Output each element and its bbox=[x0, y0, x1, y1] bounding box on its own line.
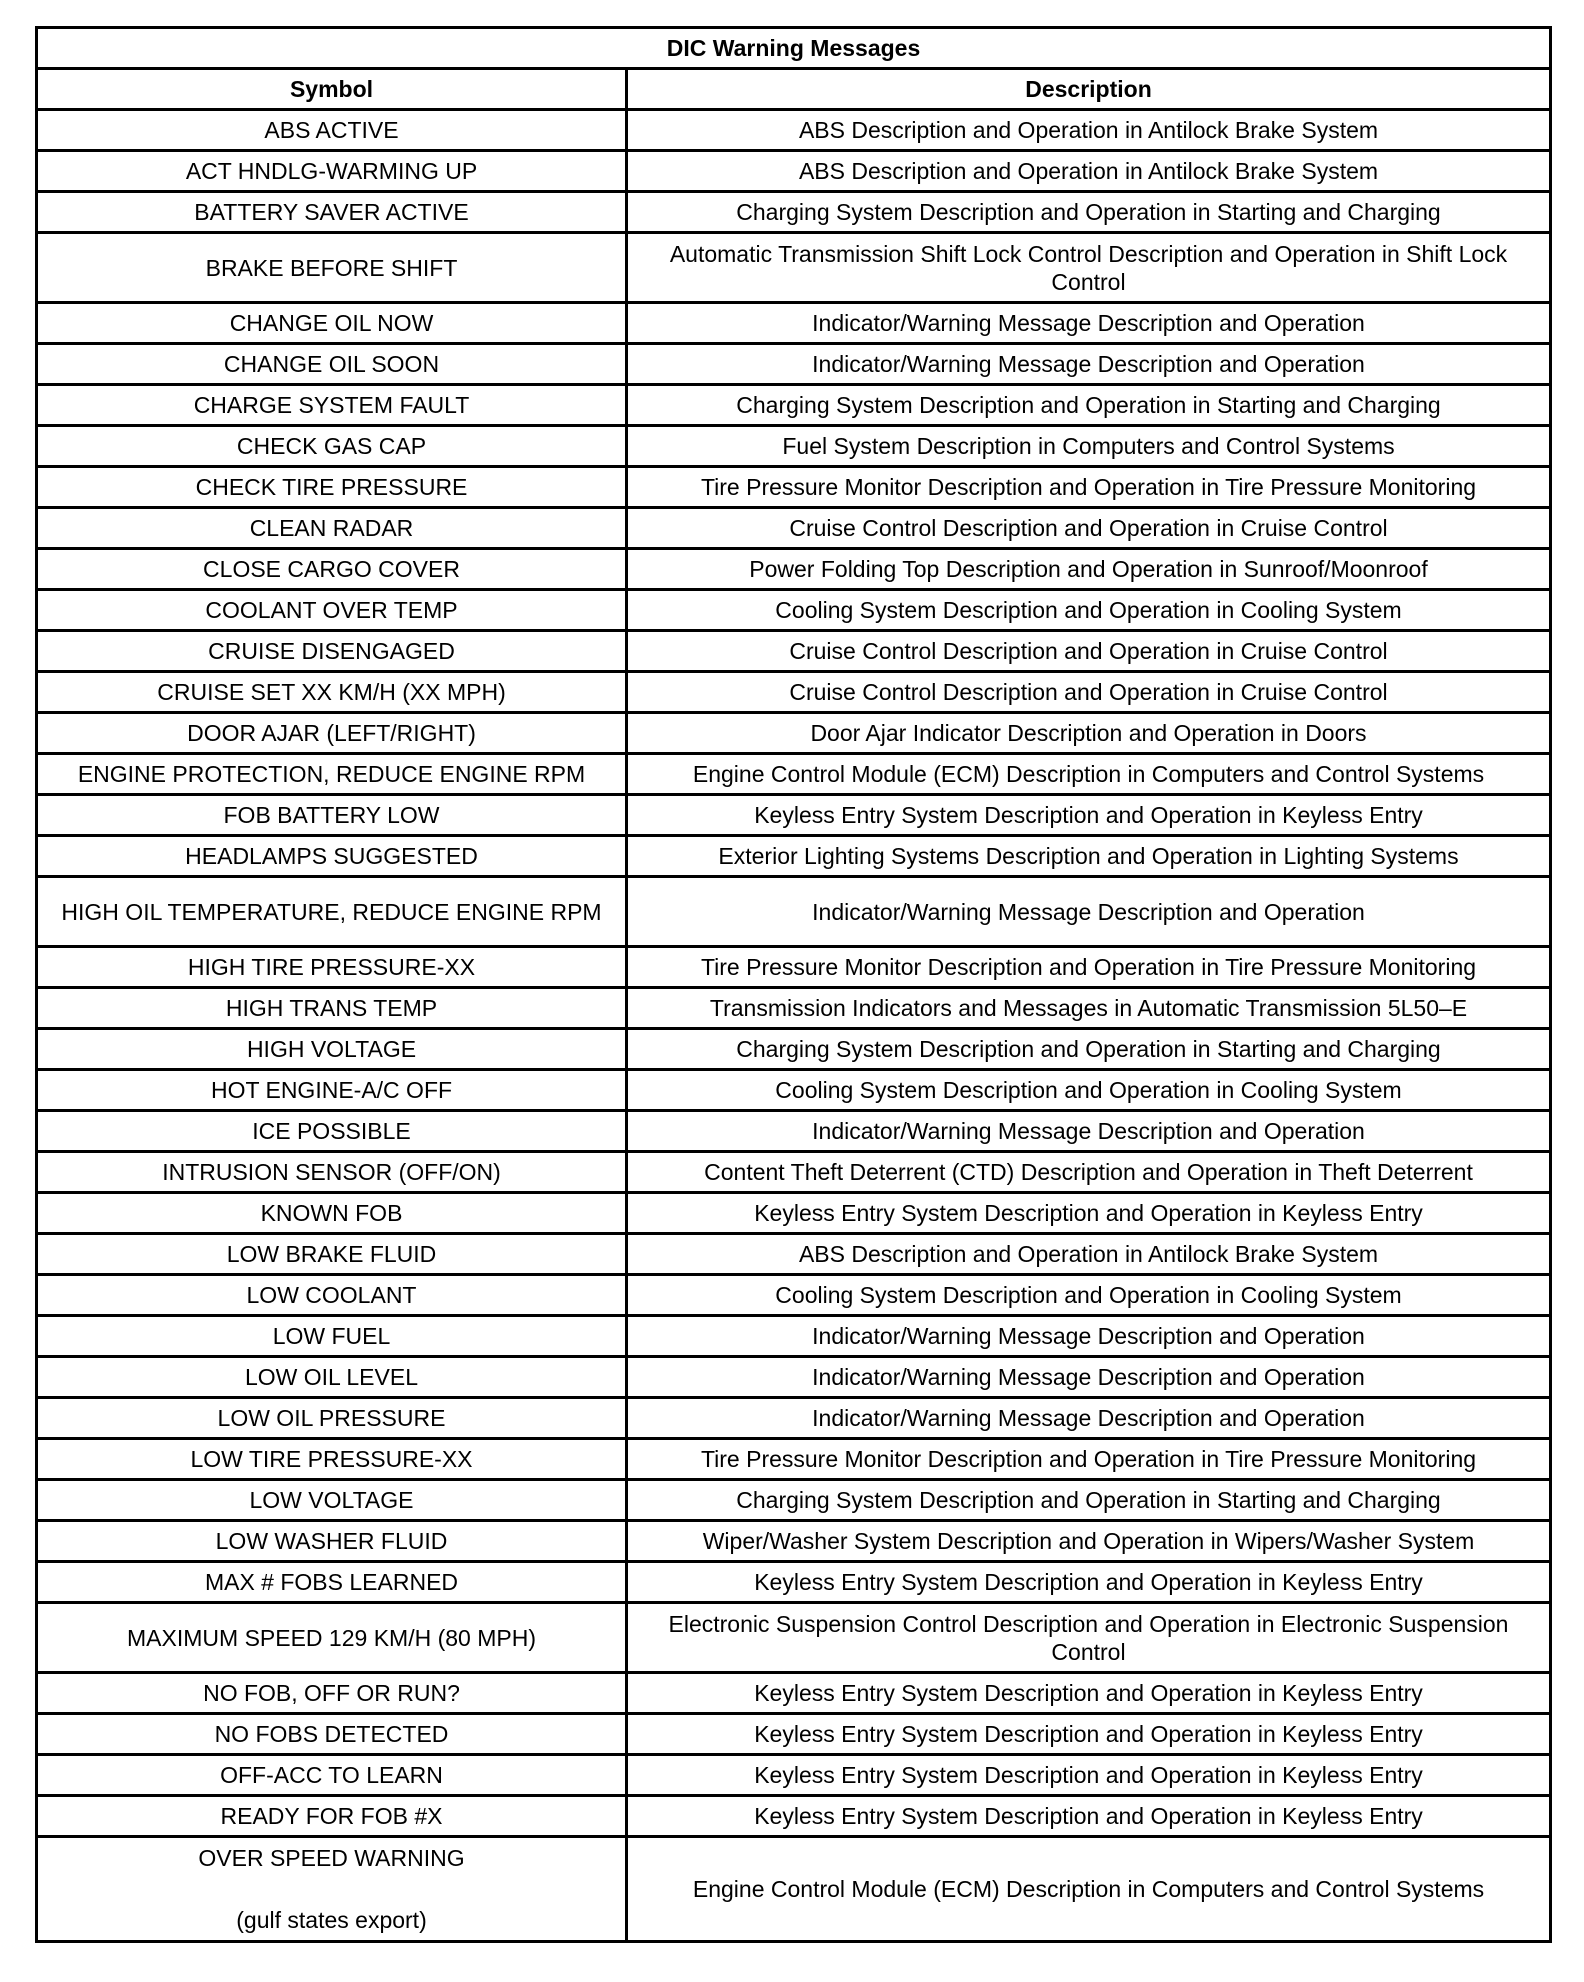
symbol-cell: NO FOB, OFF OR RUN? bbox=[37, 1673, 627, 1714]
description-cell: Cooling System Description and Operation in Cooling System bbox=[627, 590, 1551, 631]
description-cell: Cruise Control Description and Operation in Cruise Control bbox=[627, 508, 1551, 549]
table-row bbox=[37, 1029, 1551, 1070]
description-cell: Keyless Entry System Description and Operation in Keyless Entry bbox=[627, 1562, 1551, 1603]
table-row bbox=[37, 795, 1551, 836]
table-row bbox=[37, 836, 1551, 877]
symbol-cell: MAX # FOBS LEARNED bbox=[37, 1562, 627, 1603]
table-row bbox=[37, 877, 1551, 947]
table-row bbox=[37, 192, 1551, 233]
description-cell: Cooling System Description and Operation in Cooling System bbox=[627, 1070, 1551, 1111]
description-cell: Wiper/Washer System Description and Operation in Wipers/Washer System bbox=[627, 1521, 1551, 1562]
table-title-row bbox=[37, 28, 1551, 69]
table-row bbox=[37, 344, 1551, 385]
description-cell: Indicator/Warning Message Description and Operation bbox=[627, 344, 1551, 385]
symbol-cell: MAXIMUM SPEED 129 KM/H (80 MPH) bbox=[37, 1603, 627, 1673]
symbol-cell: CHANGE OIL SOON bbox=[37, 344, 627, 385]
description-cell: Indicator/Warning Message Description and Operation bbox=[627, 303, 1551, 344]
table-row bbox=[37, 672, 1551, 713]
table-row bbox=[37, 110, 1551, 151]
description-cell: Tire Pressure Monitor Description and Operation in Tire Pressure Monitoring bbox=[627, 947, 1551, 988]
symbol-cell: CHANGE OIL NOW bbox=[37, 303, 627, 344]
symbol-cell: HIGH OIL TEMPERATURE, REDUCE ENGINE RPM bbox=[37, 877, 627, 947]
symbol-cell: LOW FUEL bbox=[37, 1316, 627, 1357]
table-row bbox=[37, 467, 1551, 508]
symbol-cell: ICE POSSIBLE bbox=[37, 1111, 627, 1152]
table-row bbox=[37, 1152, 1551, 1193]
symbol-cell: CLEAN RADAR bbox=[37, 508, 627, 549]
symbol-cell: CHARGE SYSTEM FAULT bbox=[37, 385, 627, 426]
table-row bbox=[37, 1439, 1551, 1480]
symbol-cell: HIGH VOLTAGE bbox=[37, 1029, 627, 1070]
symbol-cell: CRUISE DISENGAGED bbox=[37, 631, 627, 672]
symbol-cell: CRUISE SET XX KM/H (XX MPH) bbox=[37, 672, 627, 713]
description-cell: Cooling System Description and Operation in Cooling System bbox=[627, 1275, 1551, 1316]
description-cell: Exterior Lighting Systems Description and Operation in Lighting Systems bbox=[627, 836, 1551, 877]
description-cell: Indicator/Warning Message Description and Operation bbox=[627, 1111, 1551, 1152]
table-row bbox=[37, 1070, 1551, 1111]
description-cell: Door Ajar Indicator Description and Operation in Doors bbox=[627, 713, 1551, 754]
description-cell: Power Folding Top Description and Operation in Sunroof/Moonroof bbox=[627, 549, 1551, 590]
description-cell: Charging System Description and Operation in Starting and Charging bbox=[627, 192, 1551, 233]
description-cell: Automatic Transmission Shift Lock Control Description and Operation in Shift Lock Control bbox=[627, 233, 1551, 303]
symbol-cell: ABS ACTIVE bbox=[37, 110, 627, 151]
description-cell: Keyless Entry System Description and Operation in Keyless Entry bbox=[627, 1714, 1551, 1755]
description-cell: Indicator/Warning Message Description and Operation bbox=[627, 1398, 1551, 1439]
symbol-cell: LOW OIL PRESSURE bbox=[37, 1398, 627, 1439]
table-row bbox=[37, 1521, 1551, 1562]
symbol-cell: BRAKE BEFORE SHIFT bbox=[37, 233, 627, 303]
symbol-cell: ACT HNDLG-WARMING UP bbox=[37, 151, 627, 192]
description-cell: Tire Pressure Monitor Description and Operation in Tire Pressure Monitoring bbox=[627, 1439, 1551, 1480]
symbol-cell: BATTERY SAVER ACTIVE bbox=[37, 192, 627, 233]
table-row bbox=[37, 988, 1551, 1029]
description-cell: Cruise Control Description and Operation in Cruise Control bbox=[627, 672, 1551, 713]
table-row bbox=[37, 549, 1551, 590]
description-cell: Content Theft Deterrent (CTD) Description and Operation in Theft Deterrent bbox=[627, 1152, 1551, 1193]
table-row bbox=[37, 385, 1551, 426]
symbol-note: (gulf states export) bbox=[236, 1907, 427, 1933]
table-row bbox=[37, 1714, 1551, 1755]
description-cell: Tire Pressure Monitor Description and Operation in Tire Pressure Monitoring bbox=[627, 467, 1551, 508]
symbol-cell: LOW BRAKE FLUID bbox=[37, 1234, 627, 1275]
description-cell: ABS Description and Operation in Antilock Brake System bbox=[627, 151, 1551, 192]
symbol-text: OVER SPEED WARNING bbox=[198, 1845, 465, 1871]
symbol-cell: HIGH TIRE PRESSURE-XX bbox=[37, 947, 627, 988]
table-row bbox=[37, 508, 1551, 549]
table-row bbox=[37, 1316, 1551, 1357]
symbol-cell: LOW OIL LEVEL bbox=[37, 1357, 627, 1398]
dic-warning-messages-table bbox=[35, 26, 1552, 1943]
description-cell: Fuel System Description in Computers and Control Systems bbox=[627, 426, 1551, 467]
table-title: DIC Warning Messages bbox=[37, 28, 1551, 69]
table-row bbox=[37, 1480, 1551, 1521]
table-row bbox=[37, 1275, 1551, 1316]
description-cell: Keyless Entry System Description and Operation in Keyless Entry bbox=[627, 1193, 1551, 1234]
description-cell: ABS Description and Operation in Antilock Brake System bbox=[627, 1234, 1551, 1275]
table-row bbox=[37, 1234, 1551, 1275]
table-header-row bbox=[37, 69, 1551, 110]
description-cell: Indicator/Warning Message Description and Operation bbox=[627, 877, 1551, 947]
column-header-description: Description bbox=[627, 69, 1551, 110]
table-row bbox=[37, 947, 1551, 988]
symbol-cell: OFF-ACC TO LEARN bbox=[37, 1755, 627, 1796]
symbol-cell: LOW TIRE PRESSURE-XX bbox=[37, 1439, 627, 1480]
symbol-cell: CLOSE CARGO COVER bbox=[37, 549, 627, 590]
symbol-cell: DOOR AJAR (LEFT/RIGHT) bbox=[37, 713, 627, 754]
description-cell: Keyless Entry System Description and Operation in Keyless Entry bbox=[627, 795, 1551, 836]
symbol-cell: LOW VOLTAGE bbox=[37, 1480, 627, 1521]
table-row bbox=[37, 1837, 1551, 1942]
table-body bbox=[37, 110, 1551, 1942]
table-row bbox=[37, 303, 1551, 344]
table-row bbox=[37, 1193, 1551, 1234]
table-row bbox=[37, 631, 1551, 672]
table-row bbox=[37, 1562, 1551, 1603]
table-row bbox=[37, 754, 1551, 795]
table-row bbox=[37, 151, 1551, 192]
description-cell: Transmission Indicators and Messages in Automatic Transmission 5L50–E bbox=[627, 988, 1551, 1029]
symbol-cell: FOB BATTERY LOW bbox=[37, 795, 627, 836]
symbol-cell: KNOWN FOB bbox=[37, 1193, 627, 1234]
symbol-cell: HIGH TRANS TEMP bbox=[37, 988, 627, 1029]
symbol-cell: HEADLAMPS SUGGESTED bbox=[37, 836, 627, 877]
description-cell: Charging System Description and Operation in Starting and Charging bbox=[627, 385, 1551, 426]
description-cell: Charging System Description and Operation in Starting and Charging bbox=[627, 1480, 1551, 1521]
description-cell: Engine Control Module (ECM) Description in Computers and Control Systems bbox=[627, 754, 1551, 795]
description-cell: Keyless Entry System Description and Operation in Keyless Entry bbox=[627, 1796, 1551, 1837]
symbol-cell: LOW COOLANT bbox=[37, 1275, 627, 1316]
table-row bbox=[37, 233, 1551, 303]
table-row bbox=[37, 1603, 1551, 1673]
symbol-cell: CHECK GAS CAP bbox=[37, 426, 627, 467]
symbol-cell: ENGINE PROTECTION, REDUCE ENGINE RPM bbox=[37, 754, 627, 795]
description-cell: Cruise Control Description and Operation in Cruise Control bbox=[627, 631, 1551, 672]
symbol-cell: LOW WASHER FLUID bbox=[37, 1521, 627, 1562]
table-row bbox=[37, 1357, 1551, 1398]
table-row bbox=[37, 426, 1551, 467]
description-cell: Indicator/Warning Message Description and Operation bbox=[627, 1316, 1551, 1357]
description-cell: Indicator/Warning Message Description and Operation bbox=[627, 1357, 1551, 1398]
description-cell: Electronic Suspension Control Description and Operation in Electronic Suspension Control bbox=[627, 1603, 1551, 1673]
table-row bbox=[37, 1398, 1551, 1439]
symbol-cell: READY FOR FOB #X bbox=[37, 1796, 627, 1837]
table-row bbox=[37, 1111, 1551, 1152]
description-cell: Keyless Entry System Description and Operation in Keyless Entry bbox=[627, 1673, 1551, 1714]
table-row bbox=[37, 1673, 1551, 1714]
symbol-cell bbox=[37, 1837, 627, 1942]
description-cell: Charging System Description and Operation in Starting and Charging bbox=[627, 1029, 1551, 1070]
symbol-cell: INTRUSION SENSOR (OFF/ON) bbox=[37, 1152, 627, 1193]
table-row bbox=[37, 590, 1551, 631]
symbol-cell: HOT ENGINE-A/C OFF bbox=[37, 1070, 627, 1111]
description-cell: ABS Description and Operation in Antilock Brake System bbox=[627, 110, 1551, 151]
symbol-cell: NO FOBS DETECTED bbox=[37, 1714, 627, 1755]
table-row bbox=[37, 1796, 1551, 1837]
symbol-cell: COOLANT OVER TEMP bbox=[37, 590, 627, 631]
symbol-cell: CHECK TIRE PRESSURE bbox=[37, 467, 627, 508]
column-header-symbol: Symbol bbox=[37, 69, 627, 110]
description-cell: Keyless Entry System Description and Operation in Keyless Entry bbox=[627, 1755, 1551, 1796]
table-row bbox=[37, 713, 1551, 754]
description-cell: Engine Control Module (ECM) Description in Computers and Control Systems bbox=[627, 1837, 1551, 1942]
table-row bbox=[37, 1755, 1551, 1796]
